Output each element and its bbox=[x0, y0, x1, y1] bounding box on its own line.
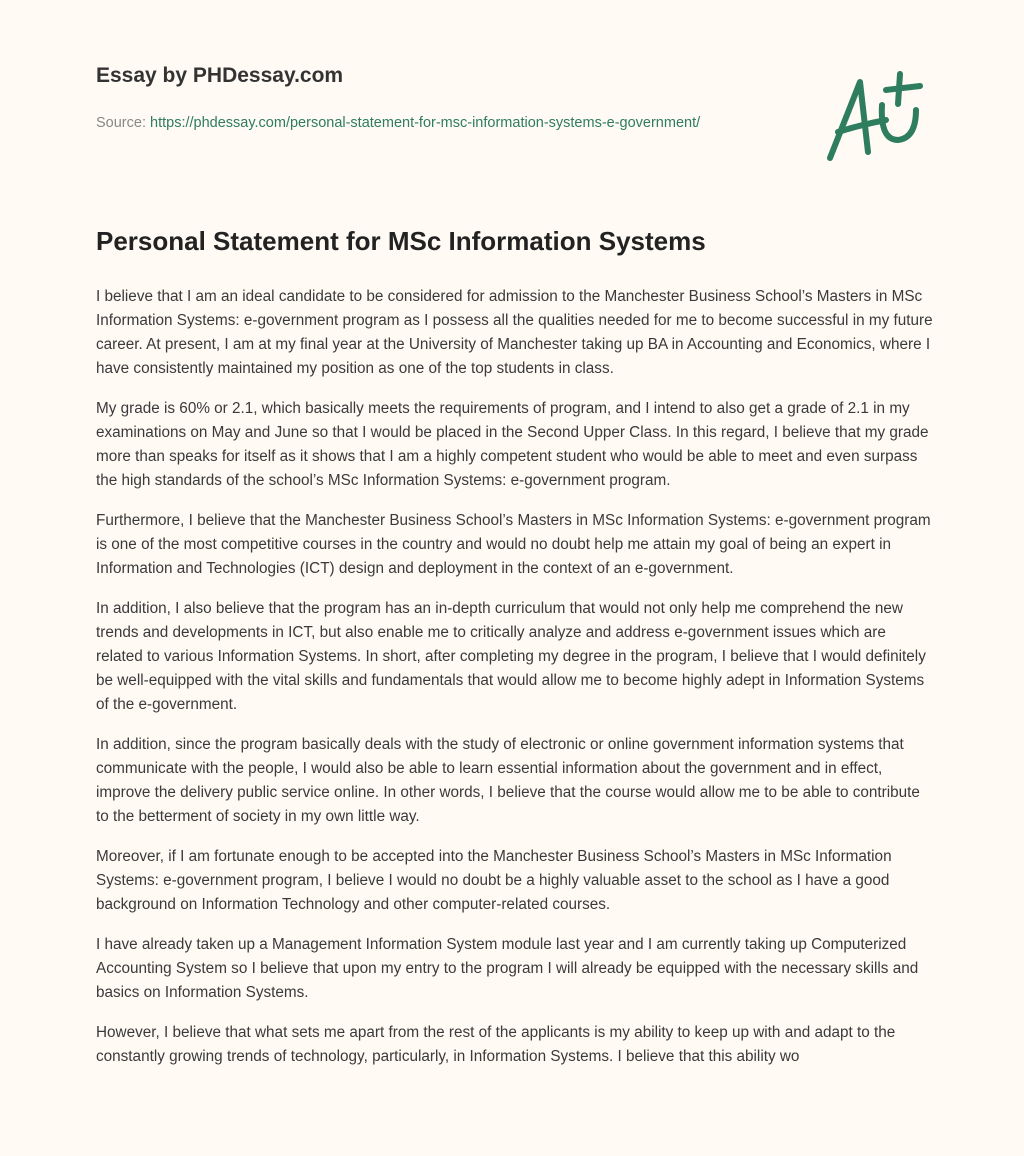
paragraph: I have already taken up a Management Information System module last year and I am currently taking up Computerized Accounting System so I believe that upon my entry to the program I will already be equipped with the necessary skills and basics on Information Systems. bbox=[96, 936, 919, 1001]
paragraph: In addition, since the program basically deals with the study of electronic or online government information systems that communicate with the people, I would also be able to learn essential information about the government and in effect, improve the delivery public service online. In other words, I believe that the course would allow me to be able to contribute to the betterment of society in my own little way. bbox=[96, 736, 920, 825]
site-brand: Essay by PHDessay.com bbox=[96, 64, 344, 87]
paragraph: My grade is 60% or 2.1, which basically meets the requirements of program, and I intend to also get a grade of 2.1 in my examinations on May and June so that I would be placed in the Second Upper Class. In this regard, I believe that my grade more than speaks for itself as it shows that I am a highly competent student who would be able to meet and even surpass the high standards of the school’s MSc Information Systems: e-government program. bbox=[96, 400, 929, 489]
source-line bbox=[96, 111, 736, 135]
paragraph: However, I believe that what sets me apart from the rest of the applicants is my ability to keep up with and adapt to the constantly growing trends of technology, particularly, in Information Systems. I believe that this ability wo bbox=[96, 1024, 896, 1065]
a-plus-logo-icon bbox=[820, 70, 930, 165]
paragraph: In addition, I also believe that the program has an in-depth curriculum that would not only help me comprehend the new trends and developments in ICT, but also enable me to critically analyze and address e-government issues which are related to various Information Systems. In short, after completing my degree in the program, I believe that I would definitely be well-equipped with the vital skills and fundamentals that would allow me to become highly adept in Information Systems of the e-government. bbox=[96, 600, 926, 713]
essay-title: Personal Statement for MSc Information Systems bbox=[96, 226, 706, 256]
paragraph: I believe that I am an ideal candidate to be considered for admission to the Manchester Business School’s Masters in MSc Information Systems: e-government program as I possess all the qualities needed for me to become successful in my future career. At present, I am at my final year at the University of Manchester taking up BA in Accounting and Economics, where I have consistently maintained my position as one of the top students in class. bbox=[96, 288, 933, 377]
paragraph: Furthermore, I believe that the Manchester Business School’s Masters in MSc Information Systems: e-government program is one of the most competitive courses in the country and would no doubt help me attain my goal of being an expert in Information and Technologies (ICT) design and deployment in the context of an e-government. bbox=[96, 512, 931, 577]
paragraph: Moreover, if I am fortunate enough to be accepted into the Manchester Business School’s Masters in MSc Information Systems: e-government program, I believe I would no doubt be a highly valuable asset to the school as I have a good background on Information Technology and other computer-related courses. bbox=[96, 848, 892, 913]
essay-body bbox=[96, 285, 936, 1085]
source-link[interactable]: https://phdessay.com/personal-statement-for-msc-information-systems-e-government/ bbox=[150, 115, 701, 131]
source-label: Source: bbox=[96, 115, 146, 131]
